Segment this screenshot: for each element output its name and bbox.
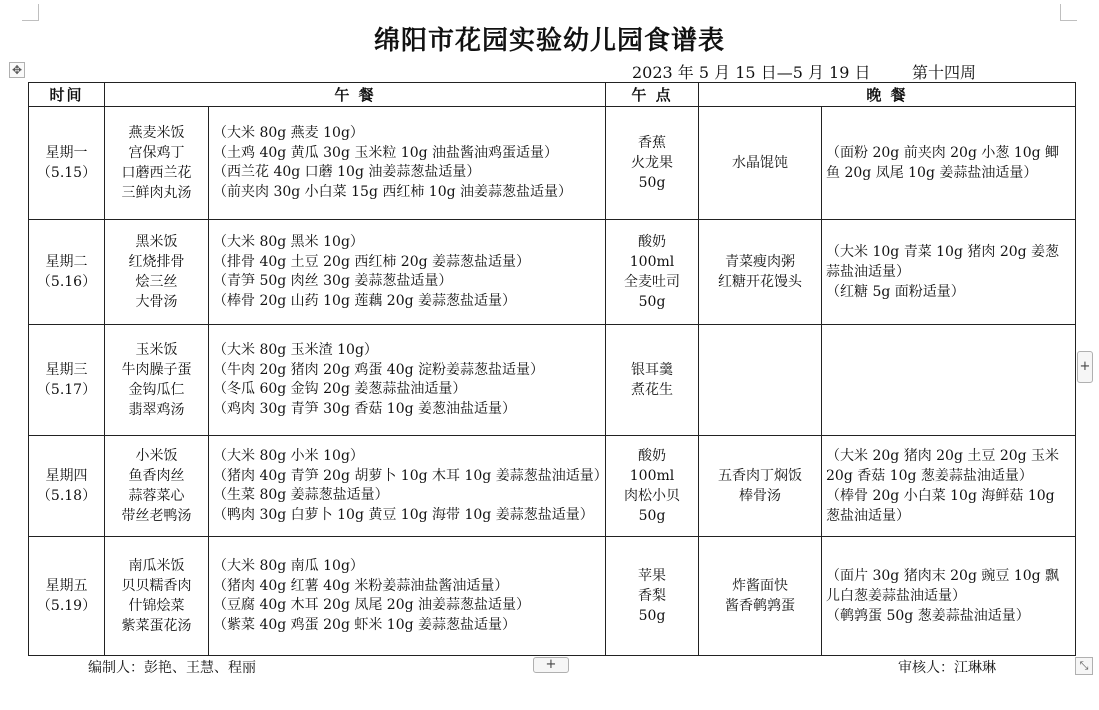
reviewer-label: 审核人：江琳琳 (898, 660, 996, 676)
lunch-dishes-line: 燕麦米饭 (128, 125, 185, 141)
dinner-ingredients-line: （棒骨 20g 小白菜 10g 海鲜菇 10g 葱盐油适量） (826, 488, 1055, 524)
lunch-dishes-line: 小米饭 (135, 448, 178, 464)
lunch-ingredients-line: （大米 80g 南瓜 10g） (213, 558, 364, 574)
snack-items-line: 50g (638, 294, 666, 310)
dinner-ingredients (822, 436, 1076, 537)
lunch-ingredients-line: （生菜 80g 姜蒜葱盐适量） (213, 487, 389, 503)
lunch-dishes (105, 436, 209, 537)
snack-items-line: 煮花生 (631, 382, 674, 398)
weekday: 星期三 (45, 362, 88, 378)
snack-items-line: 100ml (629, 468, 675, 484)
crop-mark-top-right (1060, 4, 1077, 21)
lunch-dishes-line: 牛肉臊子蛋 (121, 362, 192, 378)
lunch-dishes-line: 三鲜肉丸汤 (121, 185, 192, 201)
lunch-dishes-line: 南瓜米饭 (128, 558, 185, 574)
table-row (29, 220, 1076, 325)
day-date: （5.18） (36, 488, 97, 504)
lunch-ingredients-line: （大米 80g 玉米渣 10g） (213, 342, 378, 358)
day-cell (29, 537, 105, 656)
lunch-ingredients-line: （鸭肉 30g 白萝卜 10g 黄豆 10g 海带 10g 姜蒜葱盐适量） (213, 506, 594, 523)
lunch-dishes-line: 什锦烩菜 (128, 598, 185, 614)
day-cell (29, 325, 105, 436)
lunch-ingredients-line: （大米 80g 燕麦 10g） (213, 125, 364, 141)
lunch-dishes-line: 带丝老鸭汤 (121, 508, 192, 524)
table-move-handle-icon[interactable]: ✥ (9, 62, 25, 78)
day-date: （5.15） (36, 165, 97, 181)
dinner-ingredients-line: （大米 10g 青菜 10g 猪肉 20g 姜葱蒜盐油适量） (826, 244, 1060, 280)
snack-items-line: 50g (638, 175, 666, 191)
snack-items-line: 100ml (629, 254, 675, 270)
lunch-ingredients (209, 537, 606, 656)
lunch-dishes (105, 537, 209, 656)
date-range: 2023 年 5 月 15 日—5 月 19 日 (632, 63, 871, 82)
lunch-ingredients-line: （排骨 40g 土豆 20g 西红柿 20g 姜蒜葱盐适量） (213, 253, 531, 270)
snack-items-line: 酸奶 (638, 234, 667, 250)
weekday: 星期二 (45, 254, 88, 270)
lunch-ingredients-line: （猪肉 40g 红薯 40g 米粉姜蒜油盐酱油适量） (213, 577, 509, 594)
dinner-dishes-line: 酱香鹌鹑蛋 (725, 598, 796, 614)
lunch-ingredients-line: （西兰花 40g 口蘑 10g 油姜蒜葱盐适量） (213, 164, 481, 180)
dinner-ingredients (822, 325, 1076, 436)
lunch-ingredients-line: （紫菜 40g 鸡蛋 20g 虾米 10g 姜蒜葱盐适量） (213, 616, 517, 633)
week-label: 第十四周 (912, 63, 977, 82)
lunch-ingredients-line: （前夹肉 30g 小白菜 15g 西红柿 10g 油姜蒜葱盐适量） (213, 183, 573, 200)
dinner-dishes-line: 五香肉丁焖饭 (718, 468, 803, 484)
lunch-ingredients-line: （猪肉 40g 青笋 20g 胡萝卜 10g 木耳 10g 姜蒜葱盐油适量） (213, 467, 608, 484)
dinner-ingredients (822, 537, 1076, 656)
lunch-ingredients-line: （大米 80g 小米 10g） (213, 448, 364, 464)
snack-items (606, 537, 699, 656)
lunch-ingredients-line: （棒骨 20g 山药 10g 莲藕 20g 姜蒜葱盐适量） (213, 292, 517, 309)
day-date: （5.19） (36, 598, 97, 614)
table-row (29, 107, 1076, 220)
dinner-dishes (699, 220, 822, 325)
dinner-ingredients-line: （面片 30g 猪肉末 20g 豌豆 10g 飘儿白葱姜蒜盐油适量） (826, 568, 1060, 604)
lunch-dishes-line: 鱼香肉丝 (128, 468, 185, 484)
day-date: （5.16） (36, 274, 97, 290)
dinner-dishes-line: 炸酱面快 (732, 578, 789, 594)
dinner-ingredients-line: （大米 20g 猪肉 20g 土豆 20g 玉米 20g 香菇 10g 葱姜蒜盐油适量） (826, 448, 1060, 484)
dinner-dishes-line: 红糖开花馒头 (718, 274, 803, 290)
day-date: （5.17） (36, 382, 97, 398)
lunch-dishes-line: 翡翠鸡汤 (128, 402, 185, 418)
lunch-ingredients-line: （鸡肉 30g 青笋 30g 香菇 10g 姜葱油盐适量） (213, 400, 517, 417)
header-snack: 午 点 (606, 83, 699, 107)
table-row (29, 537, 1076, 656)
lunch-dishes-line: 宫保鸡丁 (128, 145, 185, 161)
snack-items-line: 香梨 (638, 588, 667, 604)
lunch-dishes-line: 口蘑西兰花 (121, 165, 192, 181)
lunch-ingredients (209, 436, 606, 537)
header-lunch: 午 餐 (105, 83, 606, 107)
snack-items (606, 436, 699, 537)
snack-items-line: 香蕉 (638, 135, 667, 151)
lunch-dishes-line: 紫菜蛋花汤 (121, 618, 192, 634)
dinner-ingredients-line: （鹌鹑蛋 50g 葱姜蒜盐油适量） (826, 608, 1030, 624)
crop-mark-top-left (22, 4, 39, 21)
page-title: 绵阳市花园实验幼儿园食谱表 (373, 26, 725, 56)
dinner-dishes-line: 棒骨汤 (739, 488, 782, 504)
lunch-dishes-line: 蒜蓉菜心 (128, 488, 185, 504)
snack-items-line: 苹果 (638, 568, 667, 584)
header-dinner: 晚 餐 (699, 83, 1076, 107)
add-row-button[interactable]: + (533, 657, 569, 673)
snack-items-line: 火龙果 (631, 155, 674, 171)
dinner-ingredients (822, 107, 1076, 220)
dinner-ingredients-line: （红糖 5g 面粉适量） (826, 284, 965, 300)
lunch-dishes-line: 金钩瓜仁 (128, 382, 185, 398)
lunch-ingredients-line: （冬瓜 60g 金钩 20g 姜葱蒜盐油适量） (213, 381, 467, 397)
table-row (29, 325, 1076, 436)
table-resize-handle-icon[interactable]: ⤡ (1075, 657, 1093, 675)
snack-items-line: 50g (638, 508, 666, 524)
lunch-ingredients-line: （豆腐 40g 木耳 20g 凤尾 20g 油姜蒜葱盐适量） (213, 597, 531, 613)
day-cell (29, 107, 105, 220)
menu-table (28, 82, 1076, 656)
lunch-ingredients (209, 220, 606, 325)
snack-items-line: 全麦吐司 (624, 274, 681, 290)
lunch-dishes-line: 大骨汤 (135, 294, 178, 310)
dinner-dishes (699, 436, 822, 537)
add-column-button[interactable]: + (1077, 351, 1093, 383)
lunch-dishes (105, 107, 209, 220)
lunch-dishes-line: 贝贝糯香肉 (121, 578, 192, 594)
snack-items-line: 肉松小贝 (624, 488, 681, 504)
weekday: 星期四 (45, 468, 88, 484)
lunch-ingredients-line: （土鸡 40g 黄瓜 30g 玉米粒 10g 油盐酱油鸡蛋适量） (213, 144, 559, 161)
header-row (29, 83, 1076, 107)
header-time: 时间 (29, 83, 105, 107)
lunch-dishes-line: 玉米饭 (135, 342, 178, 358)
dinner-dishes (699, 537, 822, 656)
lunch-ingredients (209, 325, 606, 436)
dinner-ingredients-line: （面粉 20g 前夹肉 20g 小葱 10g 鲫鱼 20g 凤尾 10g 姜蒜盐油适量） (826, 145, 1060, 181)
lunch-ingredients-line: （牛肉 20g 猪肉 20g 鸡蛋 40g 淀粉姜蒜葱盐适量） (213, 361, 545, 378)
dinner-dishes (699, 107, 822, 220)
snack-items (606, 325, 699, 436)
weekday: 星期五 (45, 578, 88, 594)
snack-items (606, 220, 699, 325)
compiler-label: 编制人：彭艳、王慧、程丽 (88, 660, 256, 676)
snack-items (606, 107, 699, 220)
dinner-dishes (699, 325, 822, 436)
lunch-ingredients-line: （青笋 50g 肉丝 30g 姜蒜葱盐适量） (213, 273, 453, 289)
day-cell (29, 220, 105, 325)
snack-items-line: 酸奶 (638, 448, 667, 464)
lunch-dishes (105, 220, 209, 325)
dinner-dishes-line: 青菜瘦肉粥 (725, 254, 796, 270)
lunch-ingredients (209, 107, 606, 220)
snack-items-line: 50g (638, 608, 666, 624)
dinner-dishes-line: 水晶馄饨 (732, 155, 789, 171)
dinner-ingredients (822, 220, 1076, 325)
day-cell (29, 436, 105, 537)
lunch-dishes (105, 325, 209, 436)
lunch-dishes-line: 烩三丝 (135, 274, 178, 290)
weekday: 星期一 (45, 145, 88, 161)
snack-items-line: 银耳羹 (631, 362, 674, 378)
lunch-ingredients-line: （大米 80g 黑米 10g） (213, 234, 364, 250)
lunch-dishes-line: 红烧排骨 (128, 254, 185, 270)
lunch-dishes-line: 黑米饭 (135, 234, 178, 250)
table-row (29, 436, 1076, 537)
